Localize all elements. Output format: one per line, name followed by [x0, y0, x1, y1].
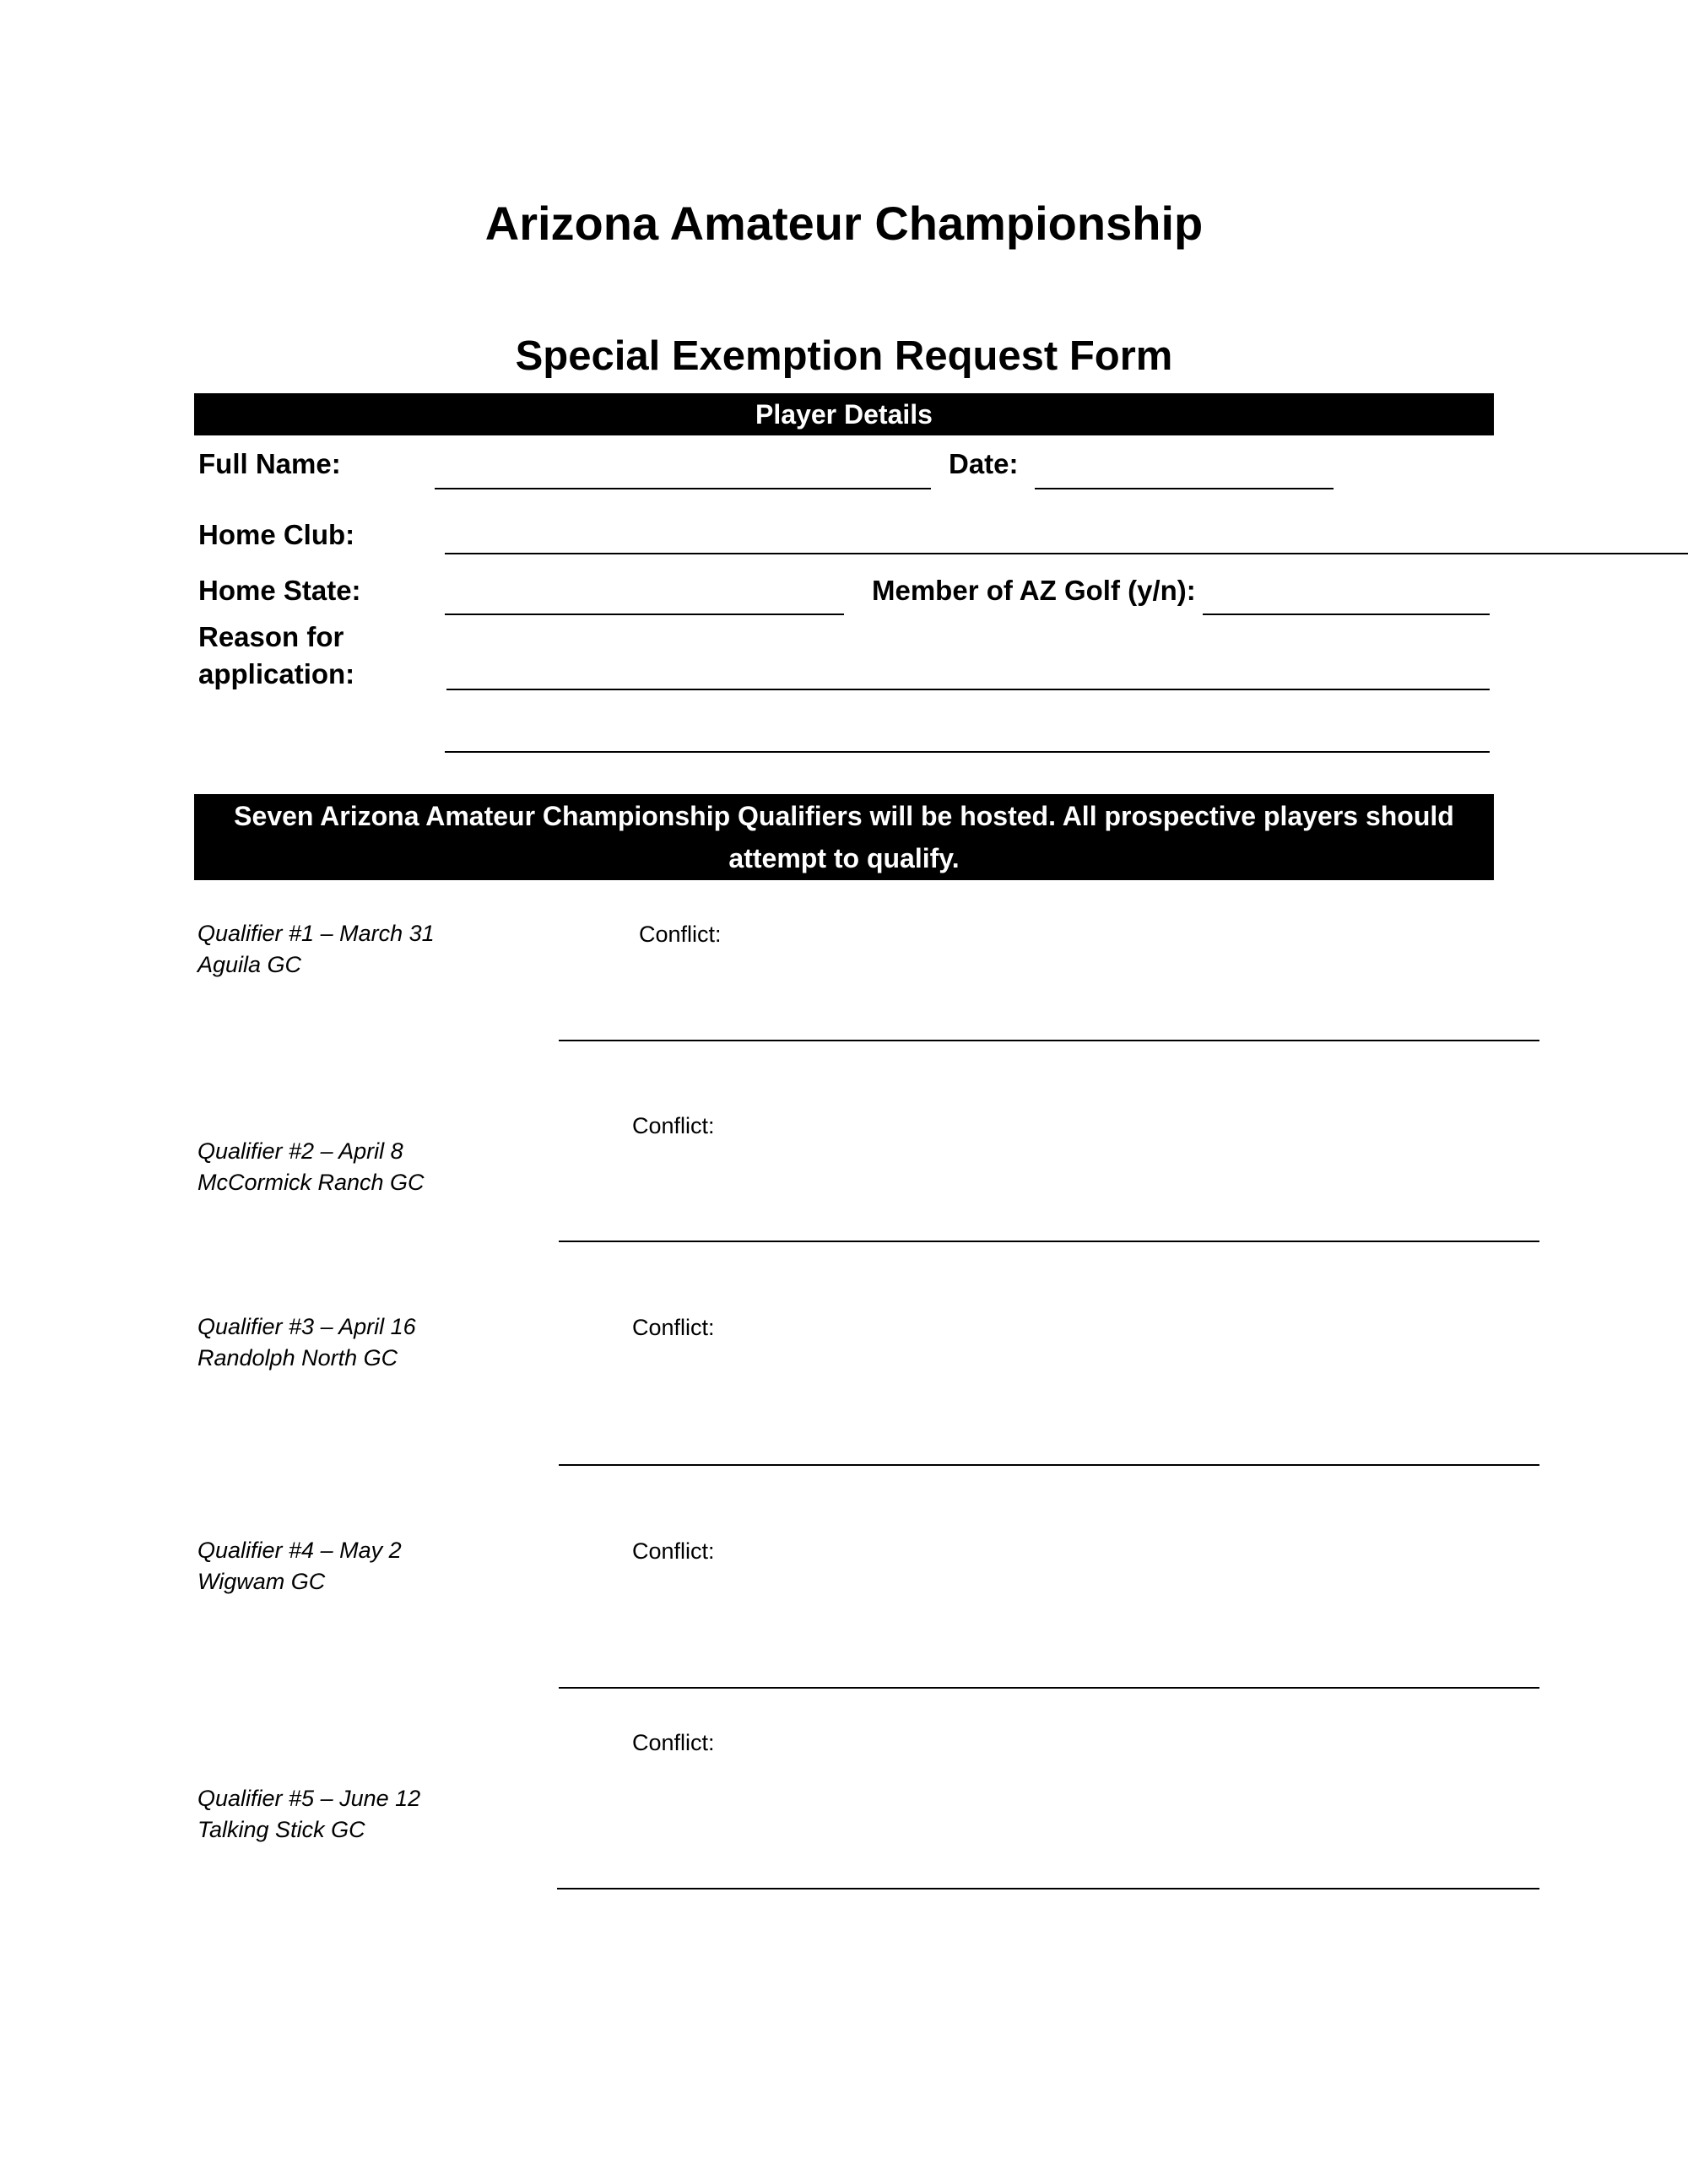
page-title: Arizona Amateur Championship [484, 197, 1204, 250]
qualifier-2 [197, 1136, 425, 1198]
member-az-golf-label: Member of AZ Golf (y/n): [872, 575, 1196, 606]
reason-label-line2: application: [198, 658, 355, 689]
reason-field-line2[interactable] [445, 751, 1490, 753]
conflict-label-2: Conflict: [632, 1113, 715, 1138]
home-club-field[interactable] [445, 553, 1688, 554]
qualifier-title: Qualifier #5 – June 12 [197, 1786, 421, 1811]
qualifier-venue: Talking Stick GC [197, 1817, 365, 1842]
qualifier-venue: Wigwam GC [197, 1569, 326, 1594]
member-az-golf-field[interactable] [1203, 614, 1490, 615]
conflict-label-5: Conflict: [632, 1730, 715, 1755]
conflict-field-3[interactable] [559, 1464, 1539, 1466]
conflict-field-1[interactable] [559, 1040, 1539, 1041]
qualifiers-banner [194, 794, 1494, 880]
full-name-field[interactable] [435, 488, 931, 489]
qualifier-5 [197, 1783, 420, 1846]
conflict-field-5[interactable] [557, 1888, 1539, 1889]
qualifier-title: Qualifier #3 – April 16 [197, 1314, 416, 1339]
home-club-label: Home Club: [198, 519, 355, 550]
date-field[interactable] [1035, 488, 1334, 489]
qualifier-4 [197, 1535, 402, 1597]
qualifiers-banner-line2: attempt to qualify. [728, 843, 960, 873]
full-name-label: Full Name: [198, 448, 341, 479]
qualifier-venue: Aguila GC [197, 952, 302, 977]
qualifier-3 [197, 1311, 416, 1374]
reason-label-line1: Reason for [198, 621, 344, 652]
conflict-label-4: Conflict: [632, 1538, 715, 1564]
qualifier-venue: McCormick Ranch GC [197, 1170, 425, 1195]
qualifiers-banner-line1: Seven Arizona Amateur Championship Qualifiers will be hosted. All prospective players should [234, 801, 1454, 831]
reason-label [198, 619, 354, 693]
date-label: Date: [949, 448, 1019, 479]
home-state-label: Home State: [198, 575, 361, 606]
qualifier-title: Qualifier #1 – March 31 [197, 921, 435, 946]
home-state-field[interactable] [445, 614, 844, 615]
form-title: Special Exemption Request Form [515, 333, 1173, 379]
conflict-label-1: Conflict: [639, 922, 722, 947]
conflict-field-4[interactable] [559, 1687, 1539, 1689]
qualifier-venue: Randolph North GC [197, 1345, 398, 1370]
qualifier-title: Qualifier #2 – April 8 [197, 1138, 403, 1164]
player-details-header: Player Details [194, 393, 1494, 435]
reason-field-line1[interactable] [446, 689, 1490, 690]
conflict-label-3: Conflict: [632, 1315, 715, 1340]
conflict-field-2[interactable] [559, 1241, 1539, 1242]
qualifier-title: Qualifier #4 – May 2 [197, 1538, 402, 1563]
qualifier-1 [197, 918, 435, 981]
